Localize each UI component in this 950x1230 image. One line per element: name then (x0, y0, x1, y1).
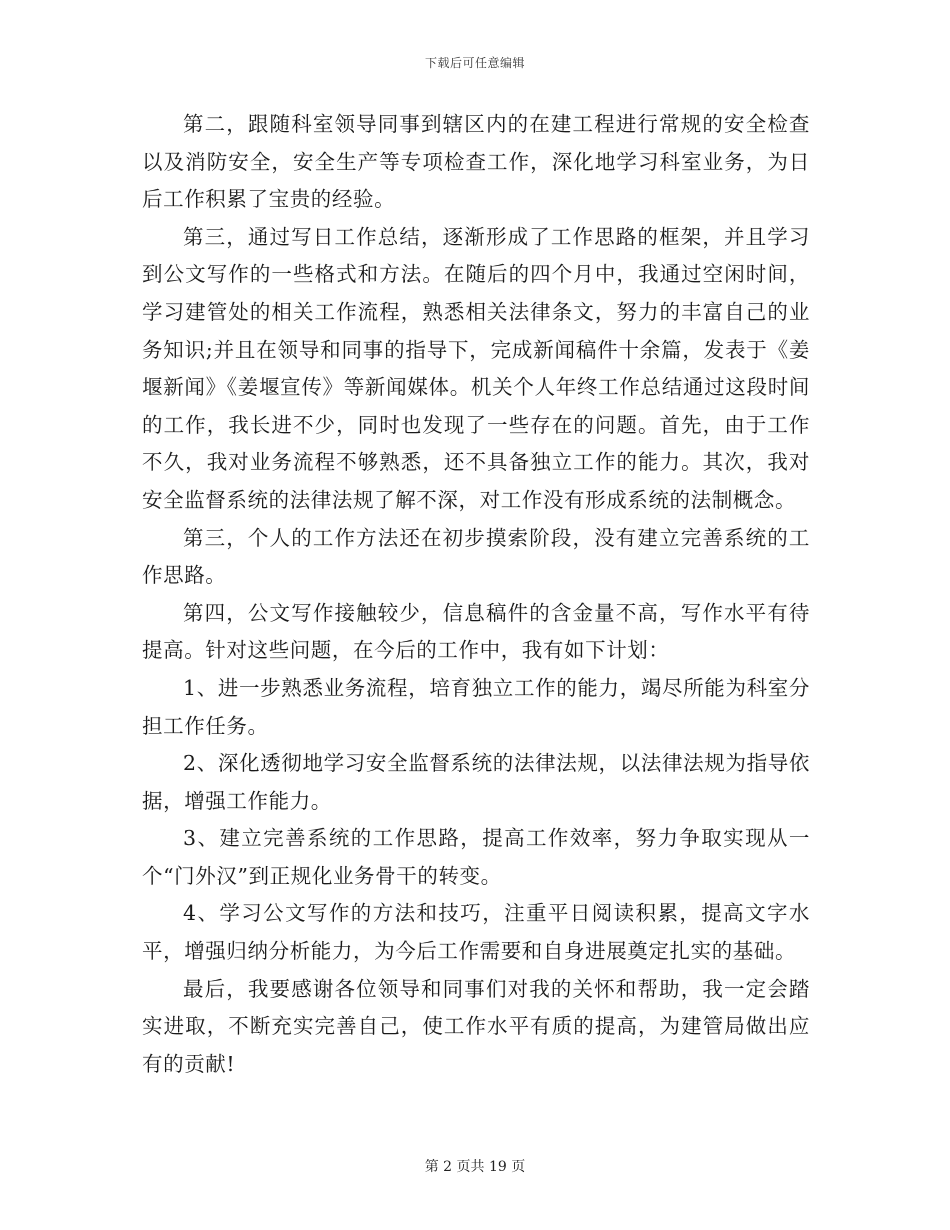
paragraph-fourth-point: 第四，公文写作接触较少，信息稿件的含金量不高，写作水平有待提高。针对这些问题，在今后的工作中，我有如下计划： (142, 600, 810, 663)
plan-item-1: 1、进一步熟悉业务流程，培育独立工作的能力，竭尽所能为科室分担工作任务。 (142, 675, 810, 738)
page-footer: 第 2 页共 19 页 (424, 1159, 526, 1175)
paragraph-closing: 最后，我要感谢各位领导和同事们对我的关怀和帮助，我一定会踏实进取，不断充实完善自己，使工作水平有质的提高，为建管局做出应有的贡献! (142, 976, 810, 1076)
plan-item-3: 3、建立完善系统的工作思路，提高工作效率，努力争取实现从一个“门外汉”到正规化业务骨干的转变。 (142, 826, 810, 888)
paragraph-third-point-method: 第三，个人的工作方法还在初步摸索阶段，没有建立完善系统的工作思路。 (142, 525, 810, 588)
plan-item-4: 4、学习公文写作的方法和技巧，注重平日阅读积累，提高文字水平，增强归纳分析能力，为今后工作需要和自身进展奠定扎实的基础。 (142, 901, 810, 964)
page-header: 下载后可任意编辑 (424, 56, 525, 70)
document-body (142, 106, 810, 1083)
paragraph-second-point: 第二，跟随科室领导同事到辖区内的在建工程进行常规的安全检查以及消防安全，安全生产等专项检查工作，深化地学习科室业务，为日后工作积累了宝贵的经验。 (142, 112, 810, 212)
plan-item-2: 2、深化透彻地学习安全监督系统的法律法规，以法律法规为指导依据，增强工作能力。 (142, 751, 810, 813)
paragraph-third-point-summary: 第三，通过写日工作总结，逐渐形成了工作思路的框架，并且学习到公文写作的一些格式和方法。在随后的四个月中，我通过空闲时间，学习建管处的相关工作流程，熟悉相关法律条文，努力的丰富自己的业务知识;并且在领导和同事的指导下，完成新闻稿件十余篇，发表于《姜堰新闻》《姜堰宣传》等新闻媒体。机关个人年终工作总结通过这段时间的工作，我长进不少，同时也发现了一些存在的问题。首先，由于工作不久，我对业务流程不够熟悉，还不具备独立工作的能力。其次，我对安全监督系统的法律法规了解不深，对工作没有形成系统的法制概念。 (142, 224, 810, 512)
